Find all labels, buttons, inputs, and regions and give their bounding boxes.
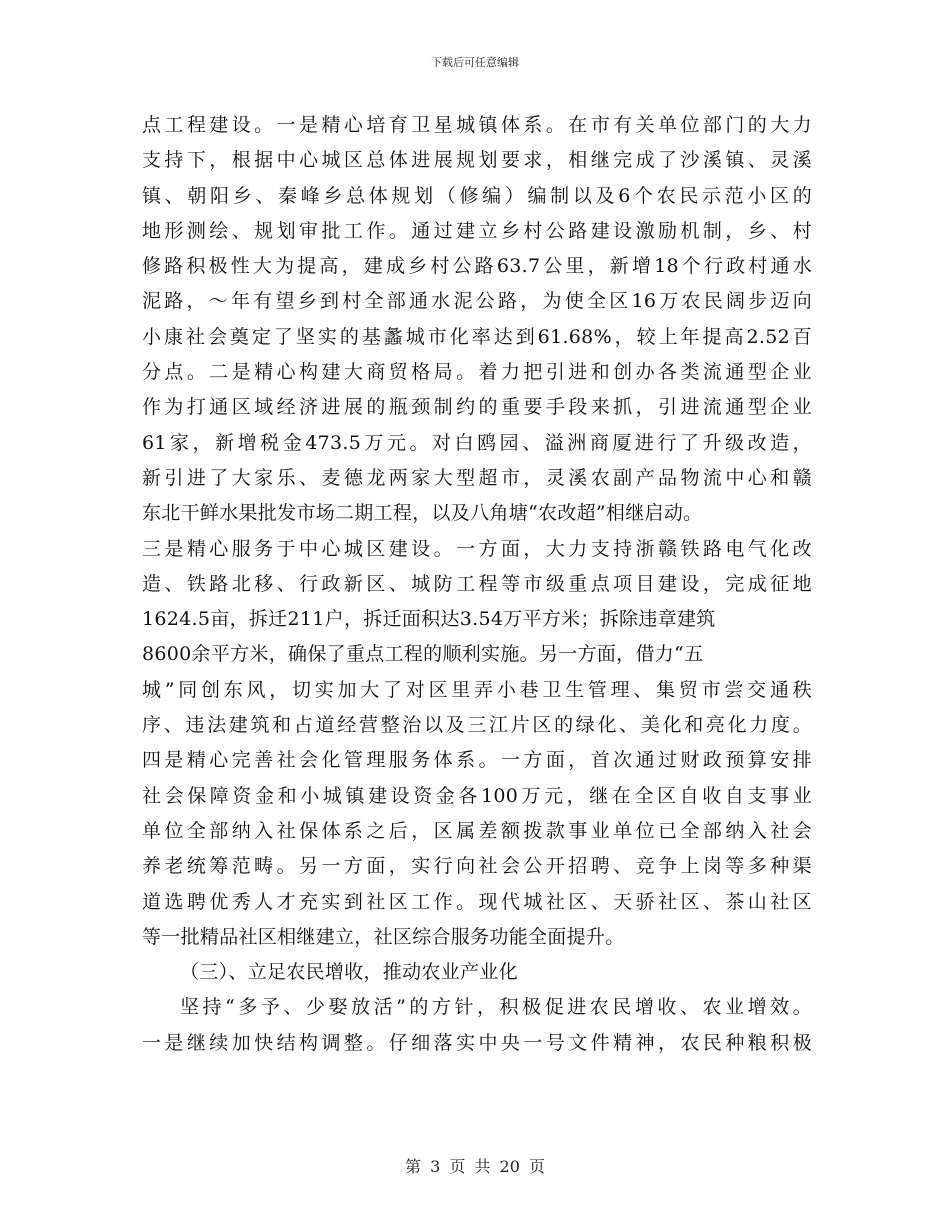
body-line: 作为打通区域经济进展的瓶颈制约的重要手段来抓，引进流通型企业 — [142, 396, 812, 419]
body-line: 8600余平方米，确保了重点工程的顺利实施。另一方面，借力“五 — [142, 643, 704, 666]
body-line: 镇、朝阳乡、秦峰乡总体规划（修编）编制以及6个农民示范小区的 — [142, 184, 812, 207]
body-line: 新引进了大家乐、麦德龙两家大型超市，灵溪农副产品物流中心和赣 — [142, 466, 812, 489]
body-line: 小康社会奠定了坚实的基蠡城市化率达到61.68%，较上年提高2.52百 — [142, 325, 812, 348]
document-body — [142, 108, 812, 1061]
body-line: 单位全部纳入社保体系之后，区属差额拨款事业单位已全部纳入社会 — [142, 819, 812, 842]
page-number: 第 3 页 共 20 页 — [405, 1157, 545, 1176]
body-line: 道选聘优秀人才充实到社区工作。现代城社区、天骄社区、茶山社区 — [142, 890, 812, 913]
body-line: 等一批精品社区相继建立，社区综合服务功能全面提升。 — [142, 925, 625, 948]
body-line: 修路积极性大为提高，建成乡村公路63.7公里，新增18个行政村通水 — [142, 255, 812, 278]
body-line: 1624.5亩，拆迁211户，拆迁面积达3.54万平方米；拆除违章建筑 — [142, 608, 716, 631]
body-line: 61家，新增税金473.5万元。对白鸥园、溢洲商厦进行了升级改造， — [142, 431, 812, 454]
body-line: 一是继续加快结构调整。仔细落实中央一号文件精神，农民种粮积极 — [142, 1031, 812, 1054]
body-line: 序、违法建筑和占道经营整治以及三江片区的绿化、美化和亮化力度。 — [142, 714, 812, 737]
body-line: 坚持“多予、少娶放活”的方针，积极促进农民增收、农业增效。 — [180, 996, 812, 1019]
body-line: 社会保障资金和小城镇建设资金各100万元，继在全区自收自支事业 — [142, 784, 812, 807]
body-line: 支持下，根据中心城区总体进展规划要求，相继完成了沙溪镇、灵溪 — [142, 149, 812, 172]
body-line: 分点。二是精心构建大商贸格局。着力把引进和创办各类流通型企业 — [142, 361, 812, 384]
body-line: 养老统筹范畴。另一方面，实行向社会公开招聘、竞争上岗等多种渠 — [142, 855, 812, 878]
body-line: 点工程建设。一是精心培育卫星城镇体系。在市有关单位部门的大力 — [142, 114, 812, 136]
body-line: 泥路，～年有望乡到村全部通水泥公路，为使全区16万农民阔步迈向 — [142, 290, 812, 313]
page-header-note: 下载后可任意编辑 — [431, 56, 519, 69]
body-line: 造、铁路北移、行政新区、城防工程等市级重点项目建设，完成征地 — [142, 572, 812, 595]
body-line: 四是精心完善社会化管理服务体系。一方面，首次通过财政预算安排 — [142, 749, 812, 772]
body-line: 三是精心服务于中心城区建设。一方面，大力支持浙赣铁路电气化改 — [142, 537, 812, 560]
body-line: 地形测绘、规划审批工作。通过建立乡村公路建设激励机制，乡、村 — [142, 219, 812, 242]
section-heading: （三）、立足农民增收，推动农业产业化 — [180, 961, 518, 984]
body-line: 城”同创东风，切实加大了对区里弄小巷卫生管理、集贸市尝交通秩 — [142, 678, 812, 701]
body-line: 东北干鲜水果批发市场二期工程，以及八角塘“农改超”相继启动。 — [142, 502, 703, 525]
